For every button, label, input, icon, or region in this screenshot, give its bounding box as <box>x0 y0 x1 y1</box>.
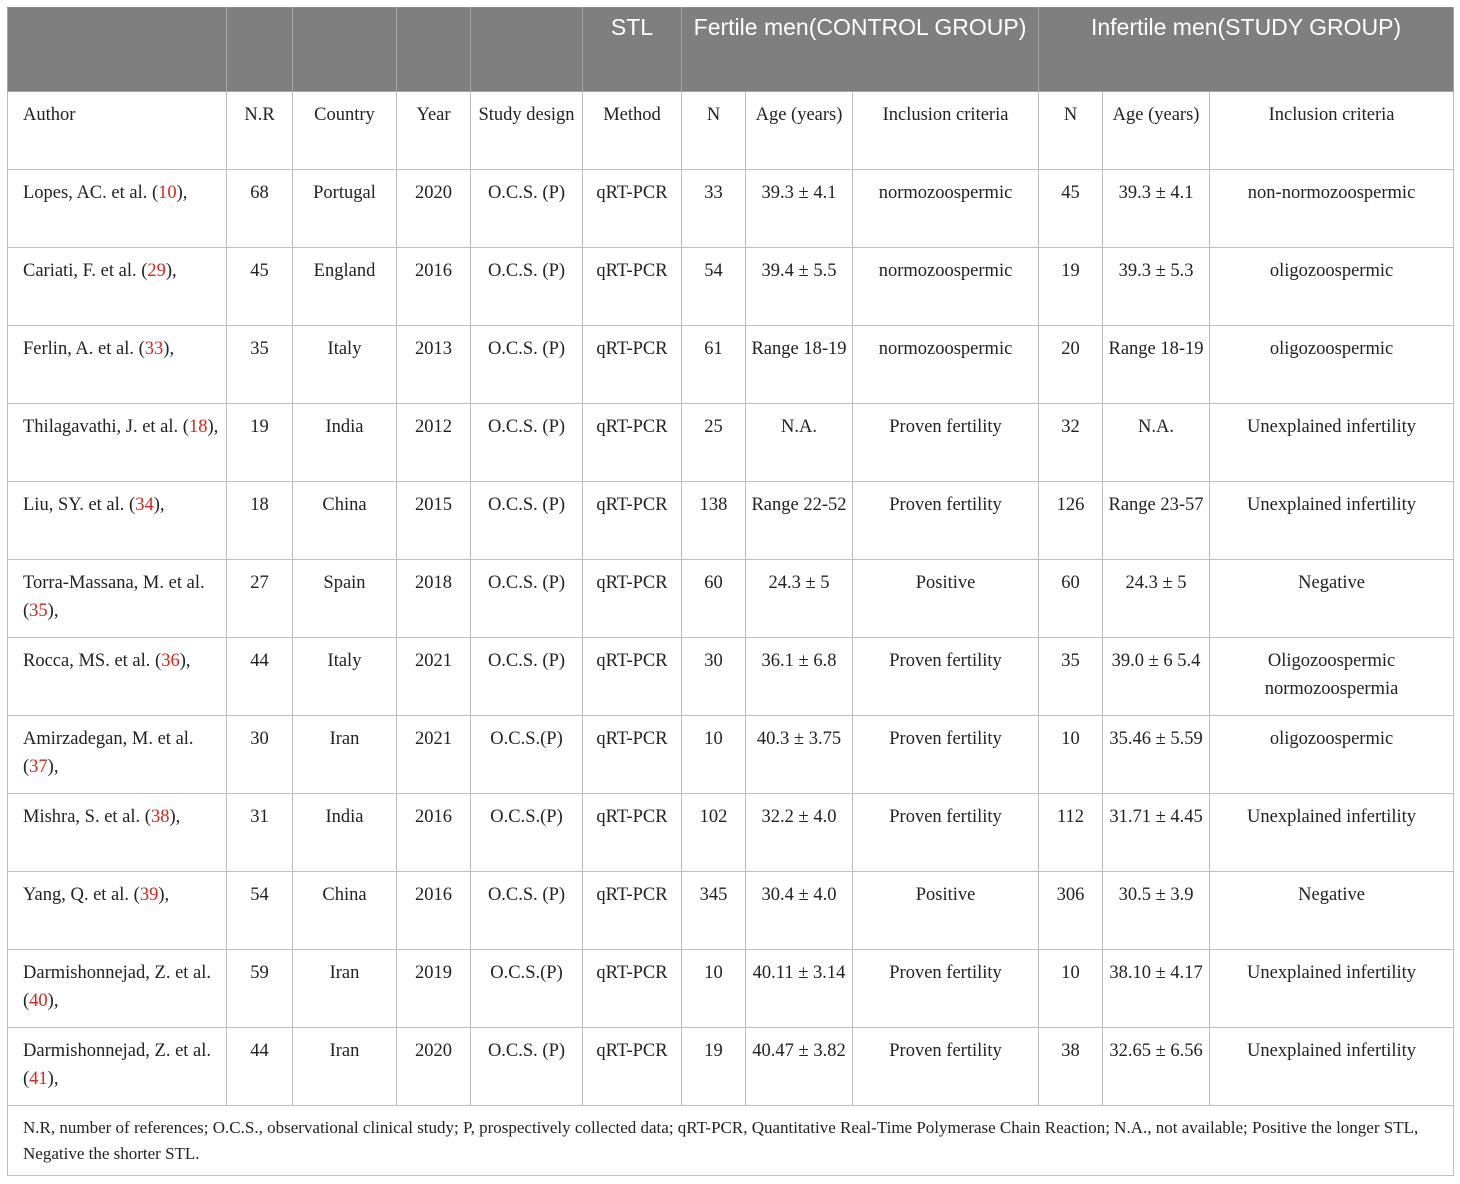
table-row <box>8 560 1454 638</box>
col-study-age: Age (years) <box>1103 92 1210 170</box>
author-suffix: ), <box>165 261 177 281</box>
header-blank <box>8 8 227 92</box>
cell-study-design: O.C.S. (P) <box>471 560 583 638</box>
cell-study-age: Range 18-19 <box>1103 326 1210 404</box>
cell-author <box>8 872 227 950</box>
footnote-row <box>8 1106 1454 1176</box>
cell-study-n: 20 <box>1039 326 1103 404</box>
cell-control-age: 39.3 ± 4.1 <box>746 170 853 248</box>
cell-nr: 30 <box>227 716 293 794</box>
author-name: Thilagavathi, J. et al. ( <box>23 417 189 437</box>
cell-study-criteria: oligozoospermic <box>1210 248 1454 326</box>
cell-method: qRT-PCR <box>583 872 682 950</box>
cell-nr: 68 <box>227 170 293 248</box>
cell-nr: 54 <box>227 872 293 950</box>
cell-control-age: 40.11 ± 3.14 <box>746 950 853 1028</box>
cell-control-criteria: normozoospermic <box>853 326 1039 404</box>
col-year: Year <box>397 92 471 170</box>
cell-year: 2021 <box>397 638 471 716</box>
cell-control-n: 60 <box>682 560 746 638</box>
reference-link[interactable]: 40 <box>29 991 48 1011</box>
col-study-criteria: Inclusion criteria <box>1210 92 1454 170</box>
cell-study-design: O.C.S. (P) <box>471 170 583 248</box>
cell-study-age: 32.65 ± 6.56 <box>1103 1028 1210 1106</box>
cell-study-criteria: Unexplained infertility <box>1210 482 1454 560</box>
author-name: Amirzadegan, M. et al. ( <box>23 729 194 777</box>
cell-study-design: O.C.S.(P) <box>471 794 583 872</box>
table-row <box>8 794 1454 872</box>
cell-study-criteria: Unexplained infertility <box>1210 1028 1454 1106</box>
cell-author <box>8 170 227 248</box>
cell-study-age: 39.3 ± 5.3 <box>1103 248 1210 326</box>
col-author: Author <box>8 92 227 170</box>
cell-study-n: 38 <box>1039 1028 1103 1106</box>
cell-nr: 59 <box>227 950 293 1028</box>
cell-control-n: 345 <box>682 872 746 950</box>
col-country: Country <box>293 92 397 170</box>
cell-study-criteria: non-normozoospermic <box>1210 170 1454 248</box>
table-row <box>8 872 1454 950</box>
cell-control-criteria: Proven fertility <box>853 482 1039 560</box>
col-control-criteria: Inclusion criteria <box>853 92 1039 170</box>
header-blank <box>471 8 583 92</box>
cell-author <box>8 560 227 638</box>
cell-year: 2015 <box>397 482 471 560</box>
author-name: Lopes, AC. et al. ( <box>23 183 159 203</box>
column-header-row <box>8 92 1454 170</box>
cell-year: 2016 <box>397 794 471 872</box>
cell-study-n: 306 <box>1039 872 1103 950</box>
cell-year: 2021 <box>397 716 471 794</box>
author-suffix: ), <box>176 183 188 203</box>
col-nr: N.R <box>227 92 293 170</box>
cell-nr: 44 <box>227 1028 293 1106</box>
cell-method: qRT-PCR <box>583 638 682 716</box>
reference-link[interactable]: 39 <box>139 885 159 905</box>
header-blank <box>227 8 293 92</box>
cell-country: Iran <box>293 950 397 1028</box>
cell-study-criteria: Unexplained infertility <box>1210 404 1454 482</box>
cell-nr: 27 <box>227 560 293 638</box>
cell-country: Spain <box>293 560 397 638</box>
cell-author <box>8 1028 227 1106</box>
cell-control-criteria: Proven fertility <box>853 1028 1039 1106</box>
cell-method: qRT-PCR <box>583 950 682 1028</box>
author-suffix: ), <box>153 495 165 515</box>
reference-link[interactable]: 38 <box>150 807 170 827</box>
cell-study-criteria: oligozoospermic <box>1210 326 1454 404</box>
cell-control-criteria: Proven fertility <box>853 950 1039 1028</box>
cell-author <box>8 404 227 482</box>
reference-link[interactable]: 36 <box>161 651 180 671</box>
col-control-n: N <box>682 92 746 170</box>
cell-author <box>8 482 227 560</box>
col-study-design: Study design <box>471 92 583 170</box>
cell-control-criteria: normozoospermic <box>853 170 1039 248</box>
cell-method: qRT-PCR <box>583 560 682 638</box>
reference-link[interactable]: 41 <box>29 1069 48 1089</box>
header-control-group: Fertile men(CONTROL GROUP) <box>682 8 1039 92</box>
cell-author <box>8 794 227 872</box>
author-suffix: ), <box>207 417 219 437</box>
header-blank <box>293 8 397 92</box>
cell-study-n: 126 <box>1039 482 1103 560</box>
author-name: Darmishonnejad, Z. et al. ( <box>23 1041 212 1089</box>
cell-country: Italy <box>293 326 397 404</box>
cell-country: India <box>293 794 397 872</box>
cell-method: qRT-PCR <box>583 170 682 248</box>
cell-study-n: 19 <box>1039 248 1103 326</box>
cell-study-criteria: Negative <box>1210 872 1454 950</box>
cell-country: Iran <box>293 1028 397 1106</box>
reference-link[interactable]: 29 <box>147 261 166 281</box>
table-row <box>8 248 1454 326</box>
cell-control-age: Range 22-52 <box>746 482 853 560</box>
cell-author <box>8 638 227 716</box>
cell-study-age: 39.0 ± 6 5.4 <box>1103 638 1210 716</box>
cell-year: 2016 <box>397 248 471 326</box>
cell-nr: 44 <box>227 638 293 716</box>
group-header-row <box>8 8 1454 92</box>
author-name: Darmishonnejad, Z. et al. ( <box>23 963 212 1011</box>
author-suffix: ), <box>179 651 191 671</box>
cell-method: qRT-PCR <box>583 482 682 560</box>
cell-country: Italy <box>293 638 397 716</box>
cell-author <box>8 716 227 794</box>
cell-study-design: O.C.S. (P) <box>471 638 583 716</box>
reference-link[interactable]: 34 <box>135 495 154 515</box>
footnote: N.R, number of references; O.C.S., observational clinical study; P, prospectively collected data; qRT-PCR, Quantitative Real-Time Polymerase Chain Reaction; N.A., not available; Positive the longer STL, Negative the shorter STL. <box>8 1106 1454 1176</box>
reference-link[interactable]: 37 <box>29 757 48 777</box>
col-study-n: N <box>1039 92 1103 170</box>
cell-nr: 35 <box>227 326 293 404</box>
cell-control-n: 61 <box>682 326 746 404</box>
cell-study-n: 32 <box>1039 404 1103 482</box>
table-row <box>8 404 1454 482</box>
cell-study-age: 39.3 ± 4.1 <box>1103 170 1210 248</box>
cell-country: England <box>293 248 397 326</box>
cell-author <box>8 326 227 404</box>
cell-study-design: O.C.S.(P) <box>471 950 583 1028</box>
cell-study-criteria: oligozoospermic <box>1210 716 1454 794</box>
cell-control-age: Range 18-19 <box>746 326 853 404</box>
cell-study-age: 35.46 ± 5.59 <box>1103 716 1210 794</box>
cell-country: China <box>293 482 397 560</box>
table-wrapper <box>7 7 1453 1176</box>
cell-year: 2012 <box>397 404 471 482</box>
cell-control-n: 102 <box>682 794 746 872</box>
cell-method: qRT-PCR <box>583 326 682 404</box>
cell-country: China <box>293 872 397 950</box>
author-suffix: ), <box>47 1069 59 1089</box>
author-suffix: ), <box>47 601 59 621</box>
cell-control-n: 25 <box>682 404 746 482</box>
cell-study-age: N.A. <box>1103 404 1210 482</box>
cell-control-age: 32.2 ± 4.0 <box>746 794 853 872</box>
cell-control-criteria: Proven fertility <box>853 638 1039 716</box>
cell-control-criteria: Positive <box>853 872 1039 950</box>
cell-method: qRT-PCR <box>583 716 682 794</box>
cell-control-age: 30.4 ± 4.0 <box>746 872 853 950</box>
author-name: Liu, SY. et al. ( <box>23 495 136 515</box>
reference-link[interactable]: 35 <box>29 601 48 621</box>
table-row <box>8 482 1454 560</box>
cell-study-design: O.C.S. (P) <box>471 872 583 950</box>
cell-control-n: 10 <box>682 716 746 794</box>
cell-study-design: O.C.S. (P) <box>471 248 583 326</box>
cell-study-age: 30.5 ± 3.9 <box>1103 872 1210 950</box>
cell-study-criteria: Negative <box>1210 560 1454 638</box>
cell-control-n: 138 <box>682 482 746 560</box>
table-row <box>8 1028 1454 1106</box>
cell-study-n: 35 <box>1039 638 1103 716</box>
author-suffix: ), <box>158 885 170 905</box>
cell-year: 2018 <box>397 560 471 638</box>
header-study-group: Infertile men(STUDY GROUP) <box>1039 8 1454 92</box>
cell-study-age: 24.3 ± 5 <box>1103 560 1210 638</box>
cell-nr: 19 <box>227 404 293 482</box>
table-row <box>8 326 1454 404</box>
cell-country: Iran <box>293 716 397 794</box>
reference-link[interactable]: 18 <box>188 417 208 437</box>
cell-nr: 31 <box>227 794 293 872</box>
cell-control-age: 40.3 ± 3.75 <box>746 716 853 794</box>
cell-method: qRT-PCR <box>583 248 682 326</box>
cell-control-criteria: Positive <box>853 560 1039 638</box>
cell-study-n: 112 <box>1039 794 1103 872</box>
table-row <box>8 716 1454 794</box>
cell-study-age: Range 23-57 <box>1103 482 1210 560</box>
cell-study-criteria: Unexplained infertility <box>1210 950 1454 1028</box>
author-name: Ferlin, A. et al. ( <box>23 339 145 359</box>
cell-control-age: 36.1 ± 6.8 <box>746 638 853 716</box>
author-suffix: ), <box>47 757 59 777</box>
cell-study-design: O.C.S. (P) <box>471 326 583 404</box>
cell-year: 2020 <box>397 170 471 248</box>
reference-link[interactable]: 10 <box>158 183 177 203</box>
cell-country: Portugal <box>293 170 397 248</box>
cell-year: 2013 <box>397 326 471 404</box>
col-control-age: Age (years) <box>746 92 853 170</box>
cell-nr: 18 <box>227 482 293 560</box>
cell-author <box>8 248 227 326</box>
cell-study-criteria: Oligozoospermic normozoospermia <box>1210 638 1454 716</box>
cell-control-age: 39.4 ± 5.5 <box>746 248 853 326</box>
cell-study-age: 31.71 ± 4.45 <box>1103 794 1210 872</box>
header-blank <box>397 8 471 92</box>
cell-method: qRT-PCR <box>583 404 682 482</box>
author-name: Torra-Massana, M. et al. ( <box>23 573 205 621</box>
cell-method: qRT-PCR <box>583 794 682 872</box>
reference-link[interactable]: 33 <box>144 339 164 359</box>
cell-study-design: O.C.S. (P) <box>471 1028 583 1106</box>
author-name: Mishra, S. et al. ( <box>23 807 151 827</box>
cell-year: 2019 <box>397 950 471 1028</box>
author-suffix: ), <box>163 339 175 359</box>
table-row <box>8 170 1454 248</box>
cell-study-n: 10 <box>1039 716 1103 794</box>
cell-control-criteria: Proven fertility <box>853 716 1039 794</box>
table-row <box>8 638 1454 716</box>
table-row <box>8 950 1454 1028</box>
cell-control-age: 40.47 ± 3.82 <box>746 1028 853 1106</box>
stl-studies-table <box>7 7 1454 1176</box>
cell-study-n: 10 <box>1039 950 1103 1028</box>
cell-year: 2020 <box>397 1028 471 1106</box>
author-name: Rocca, MS. et al. ( <box>23 651 162 671</box>
cell-study-n: 60 <box>1039 560 1103 638</box>
cell-control-criteria: Proven fertility <box>853 794 1039 872</box>
cell-nr: 45 <box>227 248 293 326</box>
cell-control-age: N.A. <box>746 404 853 482</box>
cell-author <box>8 950 227 1028</box>
cell-year: 2016 <box>397 872 471 950</box>
cell-study-n: 45 <box>1039 170 1103 248</box>
cell-study-design: O.C.S. (P) <box>471 482 583 560</box>
cell-control-criteria: Proven fertility <box>853 404 1039 482</box>
cell-study-design: O.C.S.(P) <box>471 716 583 794</box>
cell-control-n: 54 <box>682 248 746 326</box>
author-suffix: ), <box>47 991 59 1011</box>
cell-study-criteria: Unexplained infertility <box>1210 794 1454 872</box>
header-stl: STL <box>583 8 682 92</box>
author-suffix: ), <box>169 807 181 827</box>
col-method: Method <box>583 92 682 170</box>
cell-study-age: 38.10 ± 4.17 <box>1103 950 1210 1028</box>
cell-control-n: 10 <box>682 950 746 1028</box>
cell-control-age: 24.3 ± 5 <box>746 560 853 638</box>
cell-country: India <box>293 404 397 482</box>
cell-control-n: 30 <box>682 638 746 716</box>
author-name: Yang, Q. et al. ( <box>23 885 140 905</box>
cell-study-design: O.C.S. (P) <box>471 404 583 482</box>
cell-control-criteria: normozoospermic <box>853 248 1039 326</box>
cell-control-n: 19 <box>682 1028 746 1106</box>
author-name: Cariati, F. et al. ( <box>23 261 148 281</box>
cell-method: qRT-PCR <box>583 1028 682 1106</box>
cell-control-n: 33 <box>682 170 746 248</box>
